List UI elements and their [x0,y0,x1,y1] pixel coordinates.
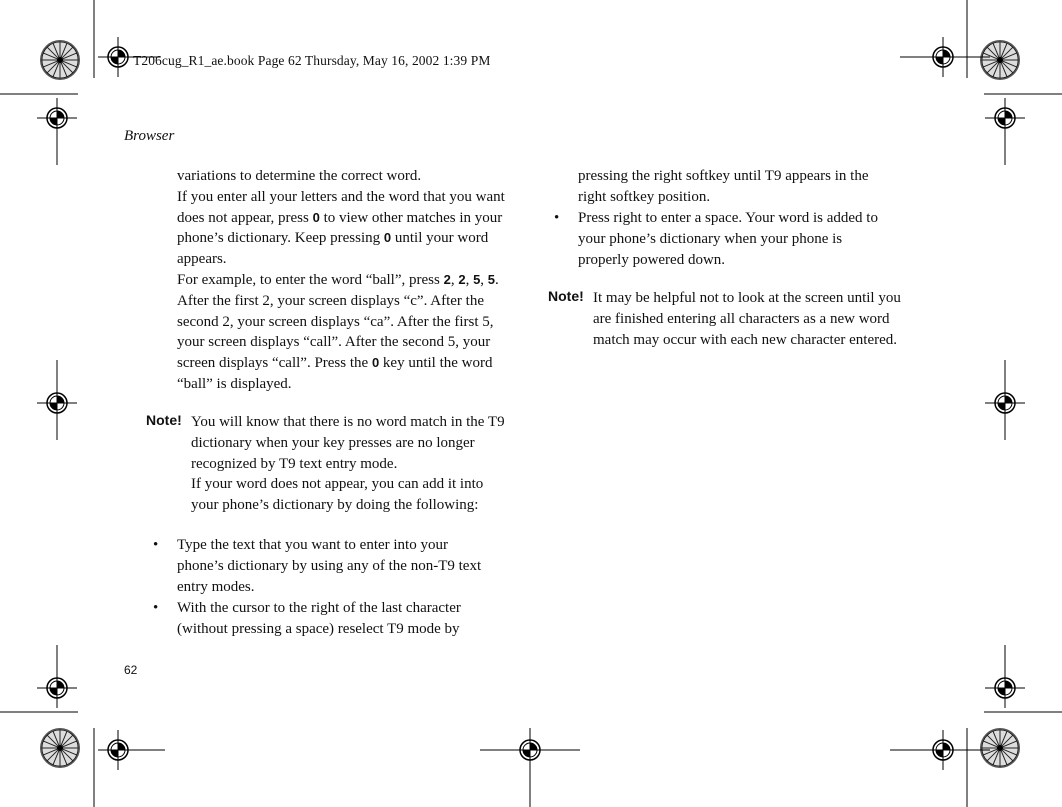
note-label: Note! [548,288,584,304]
note-body: It may be helpful not to look at the screen until you are finished entering all characters as a new word match may occur with each new character entered. [593,290,901,348]
right-continuation-text: pressing the right softkey until T9 appears in the right softkey position. [578,168,869,205]
bullet-dot: • [153,600,159,616]
bullet-item: • With the cursor to the right of the last character (without pressing a space) reselect T9 mode by [153,600,461,637]
note-text: If your word does not appear, you can add it into your phone’s dictionary by doing the following: [191,476,484,514]
bullet-item: • Type the text that you want to enter into your phone’s dictionary by using any of the non-T9 text entry modes. [153,537,482,595]
note-body [191,412,509,516]
note-label: Note! [146,412,182,428]
section-title: Browser [124,128,175,144]
bullet-dot: • [554,210,560,226]
paragraph: variations to determine the correct word. [177,168,422,184]
page-number: 62 [124,663,138,677]
left-body-text [177,166,507,395]
paragraph: If you enter all your letters and the word that you want does not appear, press 0 to view other matches in your phone’s dictionary. Keep pressing 0 until your word appears. [177,188,505,268]
note-text: You will know that there is no word match in the T9 dictionary when your key presses are no longer recognized by T9 text entry mode. [191,414,505,472]
paragraph: For example, to enter the word “ball”, press 2, 2, 5, 5. After the first 2, your screen displays “c”. After the second 2, your screen displays “ca”. After the first 5, your screen displays “call”. After the second 5, your screen displays “call”. Press the 0 key until the word “ball” is displayed. [177,271,499,392]
print-header: T206cug_R1_ae.book Page 62 Thursday, May 16, 2002 1:39 PM [133,53,491,68]
bullet-item: • Press right to enter a space. Your word is added to your phone’s dictionary when your phone is properly powered down. [554,210,878,268]
bullet-dot: • [153,537,159,553]
